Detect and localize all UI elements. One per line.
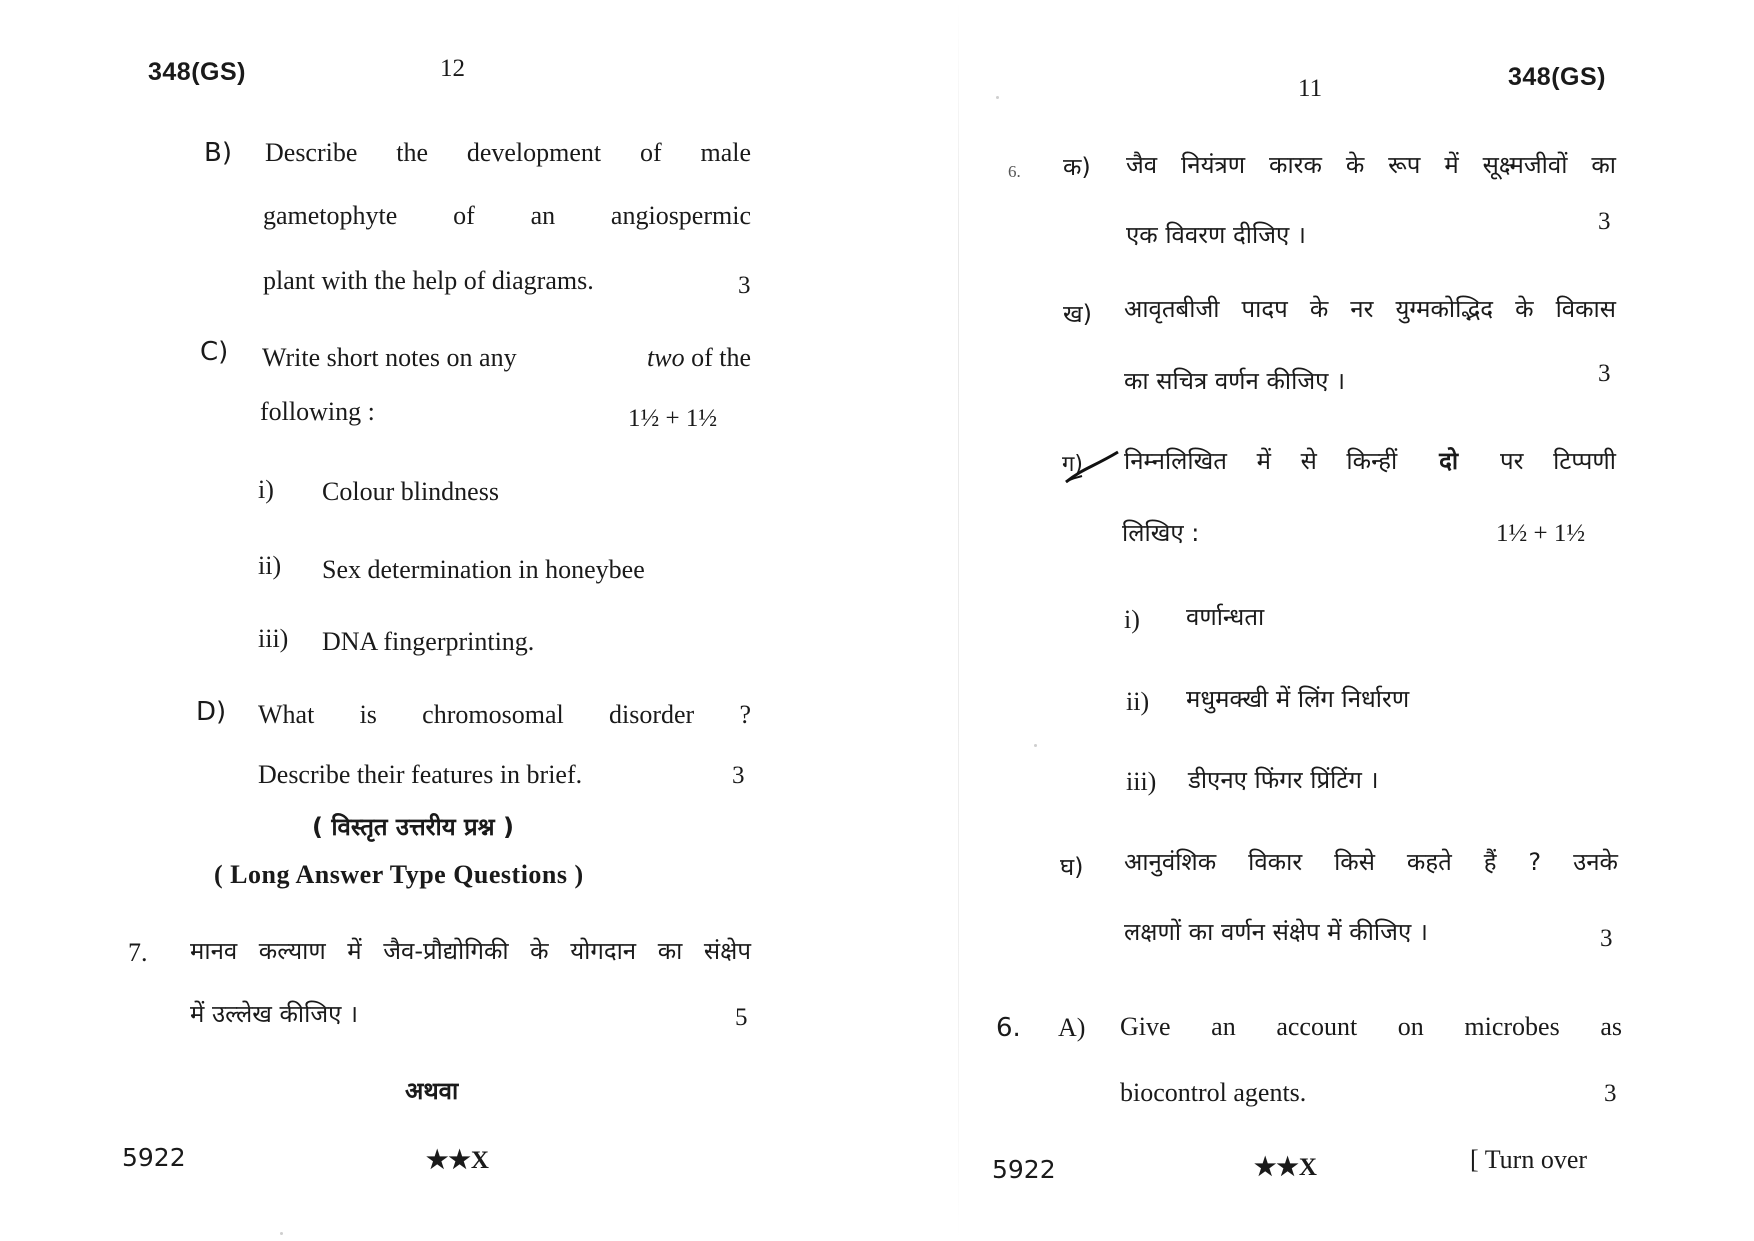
paper-code: 348(GS) (148, 58, 246, 86)
question-label: B) (204, 138, 232, 168)
question-text-line (262, 343, 751, 373)
list-item-number: i) (258, 475, 274, 504)
question-text-line: में उल्लेख कीजिए । (190, 1000, 359, 1028)
question-text-line: Describe the development of male (265, 138, 751, 167)
list-item-text: Sex determination in honeybee (322, 555, 645, 584)
question-label: D) (196, 697, 227, 727)
question-text-line: जैव नियंत्रण कारक के रूप में सूक्ष्मजीवों का (1126, 151, 1616, 179)
question-label: घ) (1060, 853, 1084, 881)
list-item-text: डीएनए फिंगर प्रिंटिंग । (1188, 766, 1379, 794)
marks-label: 1½ + 1½ (628, 405, 718, 432)
text-part: पर टिप्पणी (1470, 447, 1616, 475)
footer-code: 5922 (992, 1155, 1056, 1184)
question-number: 7. (128, 938, 148, 967)
marks-label: 3 (738, 272, 751, 299)
marks-label: 3 (1600, 925, 1613, 952)
text-part: Write short notes on any (262, 343, 517, 372)
list-item-number: ii) (258, 551, 282, 580)
question-text-line: आनुवंशिक विकार किसे कहते हैं ? उनके (1124, 848, 1618, 876)
question-text-line: लिखिए : (1122, 519, 1200, 547)
list-item-number: ii) (1126, 687, 1150, 716)
marks-label: 5 (735, 1004, 748, 1031)
turn-over-label: [ Turn over (1470, 1145, 1588, 1174)
question-text-line: का सचित्र वर्णन कीजिए । (1124, 367, 1346, 395)
question-label: क) (1063, 153, 1091, 181)
question-text-line: gametophyte of an angiospermic (263, 201, 751, 230)
question-text-line: एक विवरण दीजिए । (1126, 221, 1307, 249)
text-part: निम्नलिखित में से किन्हीं (1124, 447, 1427, 475)
marks-label: 3 (1598, 208, 1611, 235)
question-text-line: मानव कल्याण में जैव-प्रौद्योगिकी के योगदान का संक्षेप (190, 937, 751, 965)
question-text-line: What is chromosomal disorder ? (258, 700, 751, 729)
list-item-text: DNA fingerprinting. (322, 627, 535, 656)
question-label: ग) (1062, 452, 1083, 477)
book-spine (958, 0, 959, 1241)
list-item-number: iii) (1126, 767, 1157, 796)
question-text-line: biocontrol agents. (1120, 1078, 1307, 1107)
question-text-line: Give an account on microbes as (1120, 1012, 1622, 1041)
footer-mark: ★★X (1254, 1154, 1317, 1181)
text-part: of the (684, 343, 751, 372)
footer-code: 5922 (122, 1143, 186, 1172)
list-item-text: वर्णान्धता (1186, 603, 1265, 631)
marks-label: 1½ + 1½ (1496, 520, 1586, 547)
list-item-text: Colour blindness (322, 477, 499, 506)
list-item-text: मधुमक्खी में लिंग निर्धारण (1186, 685, 1410, 713)
footer-mark: ★★X (426, 1147, 489, 1174)
question-text-line: लक्षणों का वर्णन संक्षेप में कीजिए । (1124, 918, 1428, 946)
question-number: 6. (996, 1013, 1021, 1043)
page-number: 11 (1298, 75, 1323, 102)
scan-speck (996, 96, 999, 99)
or-text: अथवा (405, 1077, 459, 1105)
question-text-line: plant with the help of diagrams. (263, 266, 594, 295)
scan-speck (280, 1232, 283, 1235)
marks-label: 3 (1598, 360, 1611, 387)
stray-question-number: 6. (1008, 162, 1021, 181)
question-text-line: Describe their features in brief. (258, 760, 583, 789)
marks-label: 3 (1604, 1080, 1617, 1107)
marks-label: 3 (732, 762, 745, 789)
text-part-emphasis: two (647, 343, 685, 372)
paper-code: 348(GS) (1508, 63, 1606, 91)
section-heading-english: ( Long Answer Type Questions ) (214, 860, 584, 889)
text-part-bold: दो (1439, 447, 1459, 475)
list-item-number: iii) (258, 624, 289, 653)
scan-speck (1034, 744, 1037, 747)
page-number: 12 (440, 55, 465, 82)
check-mark-icon (1062, 448, 1122, 488)
list-item-number: i) (1124, 605, 1140, 634)
question-label: A) (1058, 1013, 1086, 1042)
question-label: ख) (1063, 300, 1092, 328)
section-heading-hindi: ( विस्तृत उत्तरीय प्रश्न ) (312, 813, 514, 841)
question-text-line: following : (260, 397, 375, 426)
question-text-line (1124, 444, 1616, 477)
question-text-line: आवृतबीजी पादप के नर युग्मकोद्भिद के विकास (1124, 295, 1616, 323)
question-label: C) (200, 337, 229, 367)
